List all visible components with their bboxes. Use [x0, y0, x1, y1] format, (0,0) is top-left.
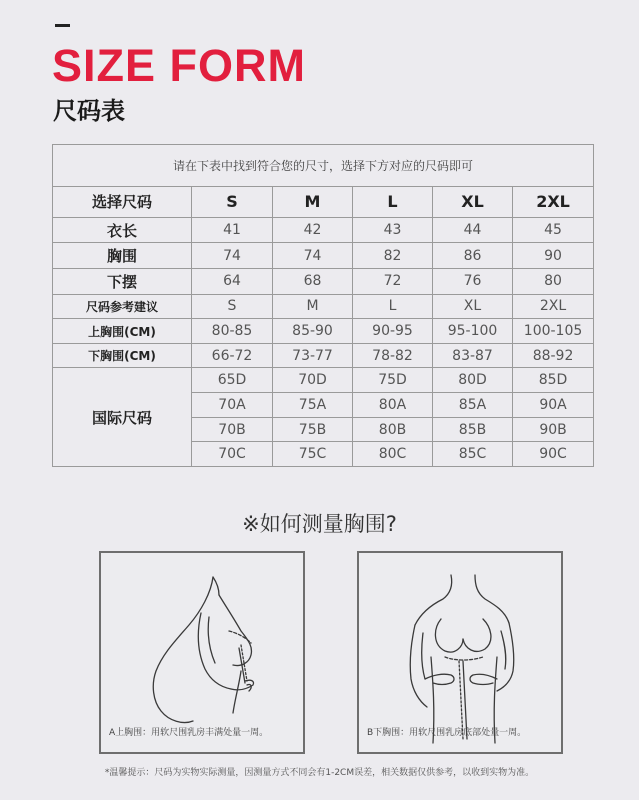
table-cell: 85-90 — [273, 319, 353, 344]
table-cell: XL — [433, 294, 513, 319]
table-cell: 70C — [192, 442, 273, 467]
table-cell: 80-85 — [192, 319, 273, 344]
table-cell: 80 — [513, 269, 594, 295]
table-cell: 80B — [353, 417, 433, 442]
table-cell: 76 — [433, 269, 513, 295]
table-row — [53, 319, 594, 344]
size-header: 2XL — [513, 187, 594, 218]
table-cell: 75A — [273, 393, 353, 418]
upper-bust-caption: A上胸围：用软尺围乳房丰满处量一周。 — [109, 728, 269, 738]
table-cell: 95-100 — [433, 319, 513, 344]
table-cell: 72 — [353, 269, 433, 295]
table-caption-row — [53, 145, 594, 187]
table-row — [53, 269, 594, 295]
title-dash — [55, 24, 70, 27]
row-label: 下摆 — [53, 269, 192, 295]
table-cell: 88-92 — [513, 343, 594, 368]
table-cell: 75B — [273, 417, 353, 442]
table-cell: 90 — [513, 243, 594, 269]
upper-bust-illustration-panel — [99, 551, 305, 754]
table-cell: L — [353, 294, 433, 319]
table-cell: 85B — [433, 417, 513, 442]
under-bust-illustration-panel — [357, 551, 563, 754]
table-cell: 70D — [273, 368, 353, 393]
table-cell: 74 — [273, 243, 353, 269]
table-cell: 65D — [192, 368, 273, 393]
under-bust-caption: B下胸围：用软尺围乳房底部处量一周。 — [367, 728, 527, 738]
size-header: M — [273, 187, 353, 218]
table-cell: 44 — [433, 217, 513, 243]
table-row — [53, 243, 594, 269]
table-cell: 75D — [353, 368, 433, 393]
measurement-note: *温馨提示：尺码为实物实际测量，因测量方式不同会有1-2CM误差，相关数据仅供参考，以收到实物为准。 — [104, 768, 535, 778]
table-cell: 2XL — [513, 294, 594, 319]
table-cell: S — [192, 294, 273, 319]
table-cell: 86 — [433, 243, 513, 269]
table-cell: 80A — [353, 393, 433, 418]
table-cell: 74 — [192, 243, 273, 269]
table-caption: 请在下表中找到符合您的尺寸，选择下方对应的尺码即可 — [53, 145, 594, 187]
row-label: 衣长 — [53, 217, 192, 243]
suggestion-label: 尺码参考建议 — [53, 294, 192, 319]
intl-size-label: 国际尺码 — [53, 368, 192, 467]
table-cell: 80D — [433, 368, 513, 393]
table-cell: 90C — [513, 442, 594, 467]
table-row — [53, 343, 594, 368]
row-label: 胸围 — [53, 243, 192, 269]
table-cell: 73-77 — [273, 343, 353, 368]
table-cell: 85D — [513, 368, 594, 393]
table-cell: 90B — [513, 417, 594, 442]
table-cell: 80C — [353, 442, 433, 467]
upper-bust-illustration — [101, 553, 303, 752]
table-cell: 45 — [513, 217, 594, 243]
table-cell: 70B — [192, 417, 273, 442]
table-cell: 43 — [353, 217, 433, 243]
table-cell: 83-87 — [433, 343, 513, 368]
size-table — [52, 144, 594, 467]
table-cell: 85C — [433, 442, 513, 467]
table-cell: 68 — [273, 269, 353, 295]
table-cell: 90-95 — [353, 319, 433, 344]
select-size-label: 选择尺码 — [53, 187, 192, 218]
under-bust-label: 下胸围(CM) — [53, 343, 192, 368]
table-cell: M — [273, 294, 353, 319]
table-cell: 41 — [192, 217, 273, 243]
upper-bust-label: 上胸围(CM) — [53, 319, 192, 344]
table-cell: 85A — [433, 393, 513, 418]
under-bust-illustration — [359, 553, 561, 752]
table-cell: 64 — [192, 269, 273, 295]
table-cell: 82 — [353, 243, 433, 269]
page-title: SIZE FORM — [52, 40, 306, 91]
table-cell: 90A — [513, 393, 594, 418]
measure-title: ※如何测量胸围? — [242, 512, 397, 536]
table-cell: 42 — [273, 217, 353, 243]
table-row — [53, 217, 594, 243]
table-cell: 78-82 — [353, 343, 433, 368]
table-cell: 100-105 — [513, 319, 594, 344]
table-cell: 70A — [192, 393, 273, 418]
table-cell: 66-72 — [192, 343, 273, 368]
page-subtitle: 尺码表 — [53, 97, 125, 125]
size-header: L — [353, 187, 433, 218]
table-header-row — [53, 187, 594, 218]
size-header: S — [192, 187, 273, 218]
table-row — [53, 294, 594, 319]
table-cell: 75C — [273, 442, 353, 467]
table-row — [53, 368, 594, 393]
size-header: XL — [433, 187, 513, 218]
